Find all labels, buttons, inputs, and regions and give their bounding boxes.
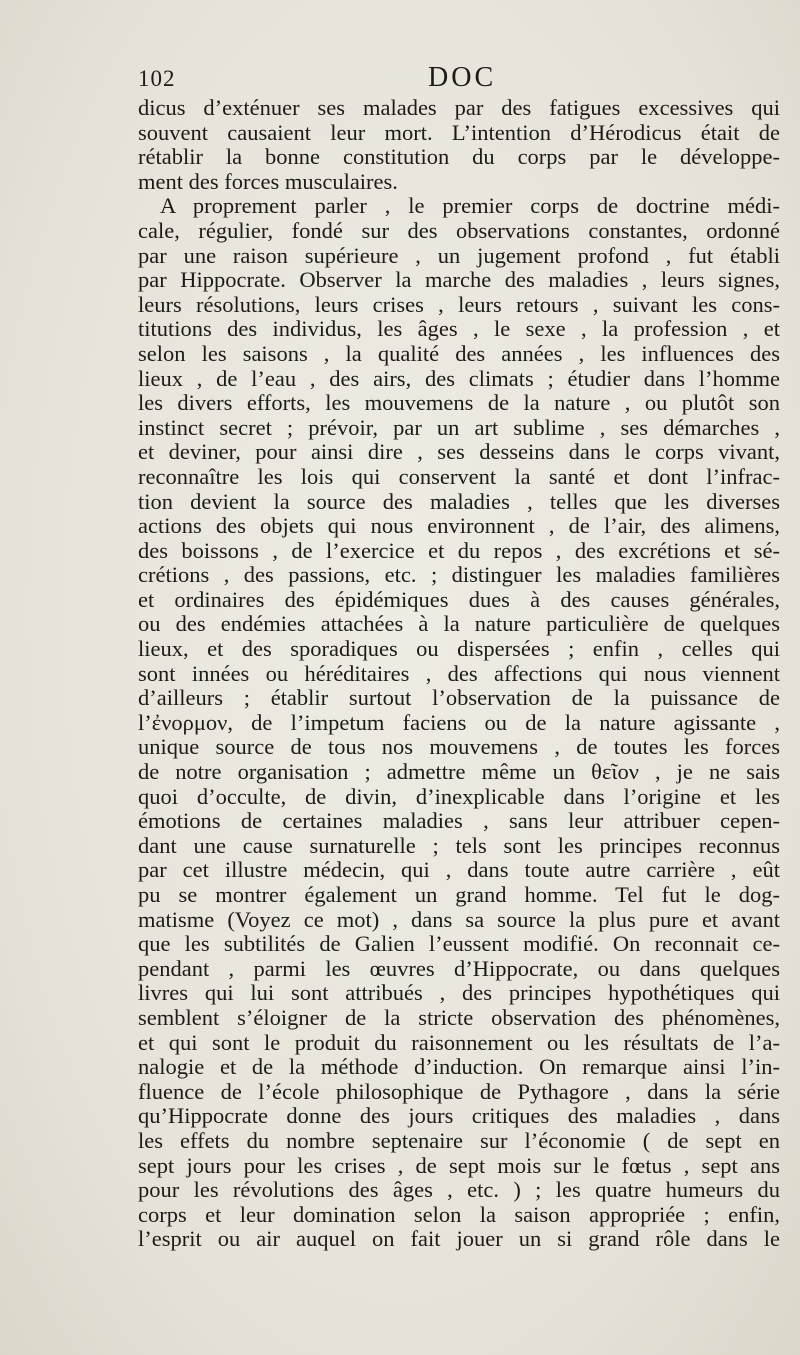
text-line: par une raison supérieure , un jugement profond , fut établi <box>138 242 780 268</box>
text-line: émotions de certaines maladies , sans leur attribuer cepen- <box>138 808 780 834</box>
text-line: qu’Hippocrate donne des jours critiques des maladies , dans <box>138 1103 780 1129</box>
text-line: par cet illustre médecin, qui , dans toute autre carrière , eût <box>138 857 780 883</box>
text-line: dant une cause surnaturelle ; tels sont les principes reconnus <box>138 832 780 858</box>
text-line: leurs résolutions, leurs crises , leurs retours , suivant les cons- <box>138 291 780 317</box>
text-line: instinct secret ; prévoir, par un art sublime , ses démarches , <box>138 414 780 440</box>
text-line: A proprement parler , le premier corps de doctrine médi- <box>160 193 780 219</box>
text-line: souvent causaient leur mort. L’intention d’Hérodicus était de <box>138 119 780 145</box>
text-line: ment des forces musculaires. <box>138 168 398 194</box>
text-line: l’esprit ou air auquel on fait jouer un si grand rôle dans le <box>138 1226 780 1252</box>
text-line: crétions , des passions, etc. ; distinguer les maladies familières <box>138 562 780 588</box>
text-line: unique source de tous nos mouvemens , de toutes les forces <box>138 734 780 760</box>
text-line: semblent s’éloigner de la stricte observation des phénomènes, <box>138 1004 780 1030</box>
text-line: actions des objets qui nous environnent , de l’air, des alimens, <box>138 513 780 539</box>
running-head: DOC <box>428 62 497 93</box>
text-line: l’ἐνορμον, de l’impetum faciens ou de la nature agissante , <box>138 709 780 735</box>
text-line: sont innées ou héréditaires , des affections qui nous viennent <box>138 660 780 686</box>
text-line: que les subtilités de Galien l’eussent modifié. On reconnait ce- <box>138 931 780 957</box>
text-line: pendant , parmi les œuvres d’Hippocrate, ou dans quelques <box>138 955 780 981</box>
text-line: quoi d’occulte, de divin, d’inexplicable dans l’origine et les <box>138 783 780 809</box>
text-line: fluence de l’école philosophique de Pythagore , dans la série <box>138 1078 780 1104</box>
text-line: titutions des individus, les âges , le sexe , la profession , et <box>138 316 780 342</box>
text-line: livres qui lui sont attribués , des principes hypothétiques qui <box>138 980 780 1006</box>
text-line: pu se montrer également un grand homme. Tel fut le dog- <box>138 882 780 907</box>
text-line: lieux, et des sporadiques ou dispersées ; enfin , celles qui <box>138 636 780 662</box>
text-line: et ordinaires des épidémiques dues à des causes générales, <box>138 586 780 612</box>
text-line: rétablir la bonne constitution du corps par le développe- <box>138 144 780 170</box>
text-line: cale, régulier, fondé sur des observations constantes, ordonné <box>138 217 780 243</box>
text-line: des boissons , de l’exercice et du repos , des excrétions et sé- <box>138 537 780 563</box>
text-line: corps et leur domination selon la saison appropriée ; enfin, <box>138 1201 780 1227</box>
text-line: pour les révolutions des âges , etc. ) ; les quatre humeurs du <box>138 1177 780 1203</box>
body-text <box>138 96 780 1252</box>
page-header <box>138 62 778 92</box>
text-line: dicus d’exténuer ses malades par des fatigues excessives qui <box>138 95 780 120</box>
page-number: 102 <box>138 66 176 91</box>
text-line: ou des endémies attachées à la nature particulière de quelques <box>138 611 780 637</box>
text-line: d’ailleurs ; établir surtout l’observation de la puissance de <box>138 685 780 711</box>
text-line: et deviner, pour ainsi dire , ses desseins dans le corps vivant, <box>138 439 780 465</box>
text-line: les divers efforts, les mouvemens de la nature , ou plutôt son <box>138 390 780 416</box>
text-line: de notre organisation ; admettre même un θεῖον , je ne sais <box>138 759 780 785</box>
text-line: par Hippocrate. Observer la marche des maladies , leurs signes, <box>138 267 780 293</box>
text-line: selon les saisons , la qualité des années , les influences des <box>138 340 780 366</box>
text-line: et qui sont le produit du raisonnement ou les résultats de l’a- <box>138 1029 780 1055</box>
text-line: tion devient la source des maladies , telles que les diverses <box>138 488 780 514</box>
text-line: nalogie et de la méthode d’induction. On remarque ainsi l’in- <box>138 1054 780 1080</box>
text-line: les effets du nombre septenaire sur l’économie ( de sept en <box>138 1127 780 1153</box>
text-line: lieux , de l’eau , des airs, des climats ; étudier dans l’homme <box>138 365 780 391</box>
text-line: matisme (Voyez ce mot) , dans sa source la plus pure et avant <box>138 906 780 932</box>
text-line: reconnaître les lois qui conservent la santé et dont l’infrac- <box>138 463 780 489</box>
text-line: sept jours pour les crises , de sept mois sur le fœtus , sept ans <box>138 1152 780 1178</box>
